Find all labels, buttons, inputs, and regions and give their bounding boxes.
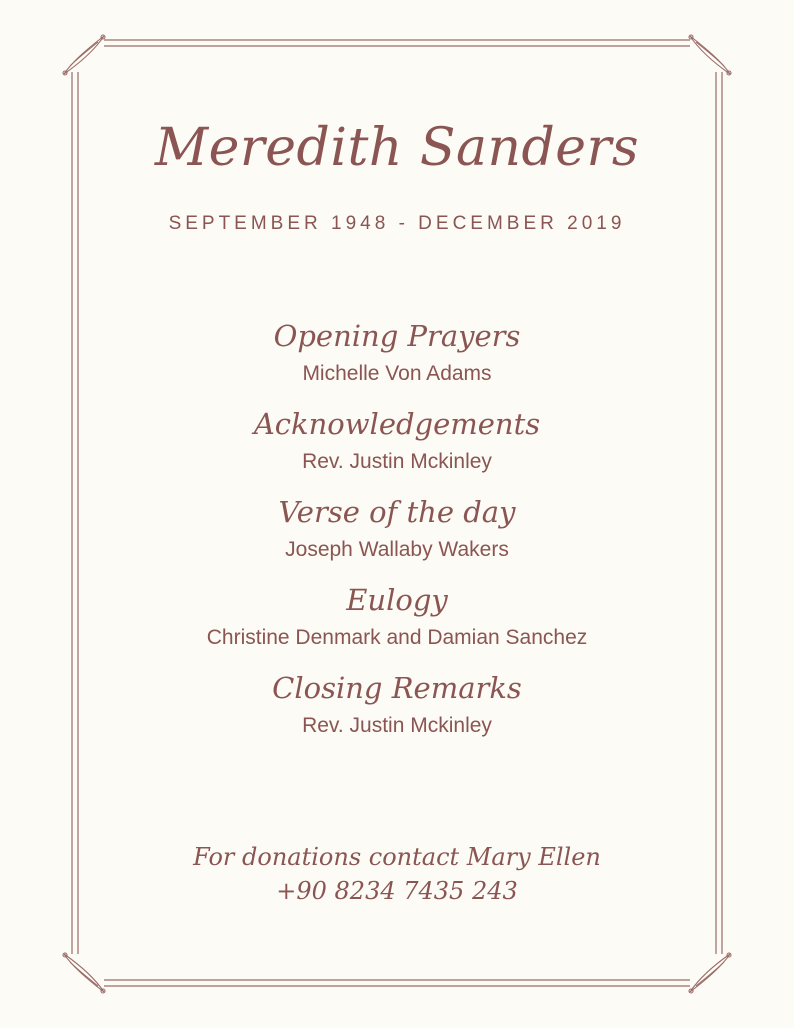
program-item [0,314,794,402]
program-item [0,578,794,666]
program-item-person: Michelle Von Adams [302,362,492,385]
program-item-title: Acknowledgements [253,407,541,441]
program-item-person: Joseph Wallaby Wakers [285,538,509,561]
corner-ornament-bottom-right [689,953,731,993]
program-item-title: Opening Prayers [273,319,521,353]
donation-info [0,840,794,908]
program-item-person: Christine Denmark and Damian Sanchez [206,626,588,649]
program-item-title: Verse of the day [278,495,516,529]
program-item-title: Closing Remarks [272,671,522,705]
program-item-person: Rev. Justin Mckinley [302,714,492,737]
corner-ornament-bottom-left [63,953,105,993]
donation-contact-line: For donations contact Mary Ellen [193,843,601,871]
corner-ornament-top-right [689,35,731,75]
service-program [0,314,794,754]
corner-ornament-top-left [63,35,105,75]
life-dates: SEPTEMBER 1948 - DECEMBER 2019 [168,213,626,234]
program-item [0,402,794,490]
program-item [0,490,794,578]
deceased-name: Meredith Sanders [154,118,640,178]
program-item-title: Eulogy [346,583,448,617]
donation-phone: +90 8234 7435 243 [276,877,518,905]
program-item-person: Rev. Justin Mckinley [302,450,492,473]
program-item [0,666,794,754]
